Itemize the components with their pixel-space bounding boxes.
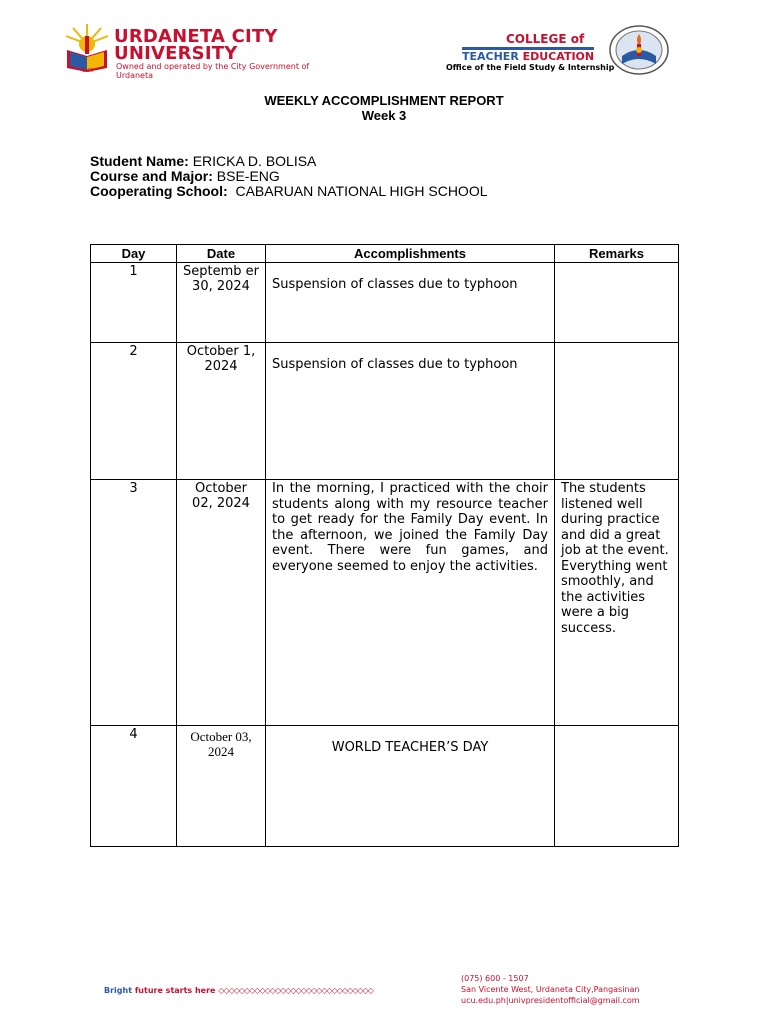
cell-day: 1 (91, 263, 177, 343)
footer-ornament: ◇◇◇◇◇◇◇◇◇◇◇◇◇◇◇◇◇◇◇◇◇◇◇◇◇◇◇◇◇◇ (218, 986, 373, 995)
table-row (91, 263, 679, 343)
university-seal-icon (64, 22, 110, 74)
student-name-label: Student Name: (90, 153, 189, 169)
cell-accomplishment: Suspension of classes due to typhoon (266, 343, 555, 480)
student-name-row (90, 154, 488, 169)
header-remarks: Remarks (555, 245, 679, 263)
logo-year: 1966 (82, 68, 94, 74)
footer-phone: (075) 600 - 1507 (461, 974, 529, 983)
university-name-line2: UNIVERSITY (114, 43, 238, 64)
cell-accomplishment: Suspension of classes due to typhoon (266, 263, 555, 343)
school-row (90, 184, 488, 199)
student-name-value: ERICKA D. BOLISA (192, 153, 317, 169)
cell-remarks (555, 726, 679, 847)
university-header (64, 18, 364, 82)
cell-date: Septemb er 30, 2024 (177, 263, 266, 343)
school-label: Cooperating School: (90, 183, 228, 199)
footer-tagline-bright: Bright (104, 986, 133, 995)
course-row (90, 169, 488, 184)
cell-date: October 03, 2024 (177, 726, 266, 847)
cell-date: October 02, 2024 (177, 480, 266, 726)
college-name (462, 50, 594, 63)
university-name-line1: URDANETA CITY (114, 26, 278, 47)
cell-remarks (555, 263, 679, 343)
table-row (91, 480, 679, 726)
college-name-education: EDUCATION (522, 50, 595, 63)
cell-accomplishment: WORLD TEACHER’S DAY (266, 726, 555, 847)
accomplishment-table (90, 244, 679, 847)
footer-web-email: ucu.edu.ph|univpresidentofficial@gmail.com (461, 996, 640, 1005)
footer-address: San Vicente West, Urdaneta City,Pangasinan (461, 985, 640, 994)
college-seal-icon (608, 24, 670, 76)
header-accomplishments: Accomplishments (266, 245, 555, 263)
report-title-block (0, 93, 768, 123)
table-row (91, 343, 679, 480)
college-header (440, 22, 680, 82)
report-title: WEEKLY ACCOMPLISHMENT REPORT (264, 93, 504, 108)
college-label: COLLEGE of (506, 32, 585, 46)
table-header-row (91, 245, 679, 263)
cell-day: 2 (91, 343, 177, 480)
student-info (90, 154, 488, 199)
report-week: Week 3 (361, 108, 407, 123)
footer-tagline (104, 986, 373, 995)
course-value: BSE-ENG (216, 168, 280, 184)
cell-remarks: The students listened well during practice and did a great job at the event. Everything went smoothly, and the activities were a big success. (555, 480, 679, 726)
cell-day: 4 (91, 726, 177, 847)
footer-tagline-rest: future starts here (134, 986, 216, 995)
footer-contact (461, 973, 640, 1006)
cell-accomplishment: In the morning, I practiced with the choir students along with my resource teacher to get ready for the Family Day event. In the afternoon, we joined the Family Day event. There were fun games, and everyone seemed to enjoy the activities. (266, 480, 555, 726)
cell-date: October 1, 2024 (177, 343, 266, 480)
cell-day: 3 (91, 480, 177, 726)
course-label: Course and Major: (90, 168, 213, 184)
table-row (91, 726, 679, 847)
school-value: CABARUAN NATIONAL HIGH SCHOOL (235, 183, 488, 199)
header-date: Date (177, 245, 266, 263)
cell-remarks (555, 343, 679, 480)
header-day: Day (91, 245, 177, 263)
college-name-teacher: TEACHER (462, 50, 519, 63)
university-tagline: Owned and operated by the City Government of Urdaneta (116, 62, 310, 80)
university-name (114, 28, 278, 62)
college-office: Office of the Field Study & Internship (446, 63, 615, 72)
